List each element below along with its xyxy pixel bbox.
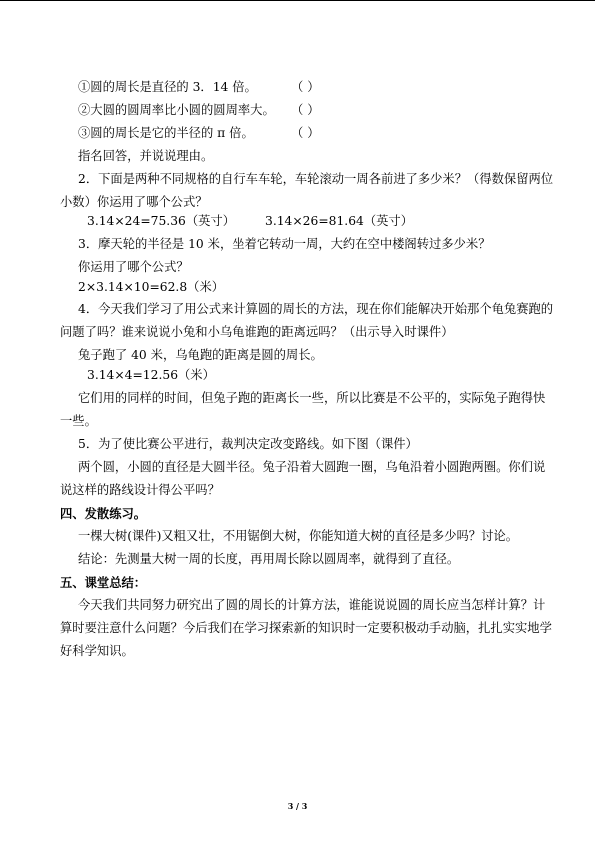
- q3-calc: 2×3.14×10=62.8（米）: [78, 280, 225, 294]
- judgement-2-answer-blank: （ ）: [291, 103, 320, 117]
- q2-line-2: 小数）你运用了哪个公式？: [60, 195, 208, 209]
- judgement-3-text: ③圆的周长是它的半径的 π 倍。: [78, 126, 254, 140]
- section-5-line-2: 算时要注意什么问题？今后我们在学习探索新的知识时一定要积极动手动脑，扎扎实实地学: [60, 621, 552, 635]
- judgement-1-text: ①圆的周长是直径的 3．14 倍。: [78, 80, 257, 94]
- answer-prompt: 指名回答，并说说理由。: [78, 149, 214, 163]
- q2-calc-1: 3.14×24=75.36（英寸）: [87, 214, 236, 228]
- q2-calc-2: 3.14×26=81.64（英寸）: [265, 214, 414, 228]
- judgement-3-answer-blank: （ ）: [291, 126, 320, 140]
- section-5-line-3: 好科学知识。: [60, 644, 134, 658]
- q4-line-2: 问题了吗？谁来说说小兔和小乌龟谁跑的距离远吗？（出示导入时课件）: [60, 325, 454, 339]
- judgement-2-text: ②大圆的圆周率比小圆的圆周率大。: [78, 103, 275, 117]
- q4-line-5: 一些。: [60, 414, 97, 428]
- section-4-line-1: 一棵大树(课件)又粗又壮，不用锯倒大树，你能知道大树的直径是多少吗？讨论。: [78, 529, 518, 543]
- q3-line-2: 你运用了哪个公式？: [78, 260, 189, 274]
- q4-line-1: 4．今天我们学习了用公式来计算圆的周长的方法，现在你们能解决开始那个龟兔赛跑的: [78, 302, 554, 316]
- section-5-line-1: 今天我们共同努力研究出了圆的周长的计算方法，谁能说说圆的周长应当怎样计算？计: [78, 598, 546, 612]
- q4-calc: 3.14×4=12.56（米）: [87, 368, 215, 382]
- q3-line-1: 3．摩天轮的半径是 10 米，坐着它转动一周，大约在空中楼阁转过多少米？: [78, 237, 491, 251]
- header-rule: [0, 0, 595, 1]
- section-4-heading: 四、发散练习。: [60, 506, 147, 521]
- section-4-line-2: 结论：先测量大树一周的长度，再用周长除以圆周率，就得到了直径。: [78, 552, 460, 566]
- q5-line-3: 说这样的路线设计得公平吗？: [60, 483, 220, 497]
- q4-line-3: 兔子跑了 40 米，乌龟跑的距离是圆的周长。: [78, 348, 323, 362]
- q5-line-1: 5．为了使比赛公平进行，裁判决定改变路线。如下图（课件）: [78, 437, 418, 451]
- q4-line-4: 它们用的同样的时间，但兔子跑的距离长一些，所以比赛是不公平的，实际兔子跑得快: [78, 391, 546, 405]
- judgement-1-answer-blank: （ ）: [291, 80, 320, 94]
- q5-line-2: 两个圆，小圆的直径是大圆半径。兔子沿着大圆跑一圈，乌龟沿着小圆跑两圈。你们说: [78, 460, 546, 474]
- page-number: 3 / 3: [287, 801, 308, 811]
- q2-line-1: 2．下面是两种不同规格的自行车车轮，车轮滚动一周各前进了多少米？（得数保留两位: [78, 172, 554, 186]
- section-5-heading: 五、课堂总结：: [60, 575, 147, 590]
